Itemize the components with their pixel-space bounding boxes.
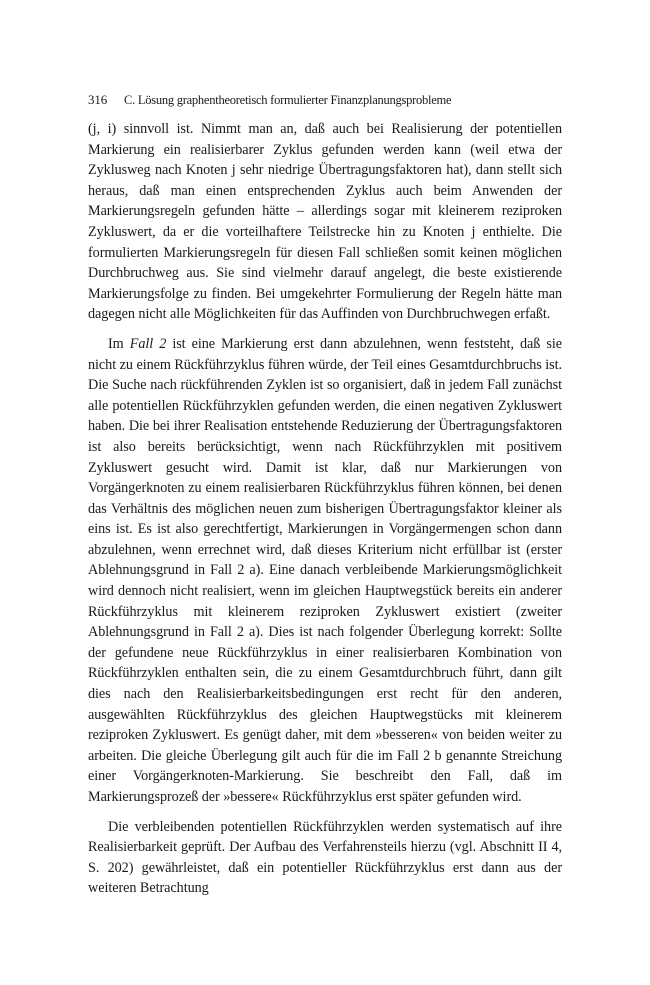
paragraph-realisierbarkeit: Die verbleibenden potentiellen Rückführzyklen werden systematisch auf ihre Realisierbarkeit geprüft. Der Aufbau des Verfahrensteils hierzu (vgl. Abschnitt II 4, S. 202) gewährleistet, daß ein potentieller Rückführzyklus erst dann aus der weiteren Betrachtung	[88, 818, 562, 897]
book-page	[88, 92, 562, 899]
emphasis-fall-2: Fall 2	[129, 335, 167, 352]
page-number: 316	[88, 92, 108, 107]
paragraph-body: ist eine Markierung erst dann abzulehnen, wenn feststeht, daß sie nicht zu einem Rückführzyklus führen würde, der Teil eines Gesamtdurchbruchs ist. Die Suche nach rückführenden Zyklen ist so organisiert, daß in jedem Fall zunächst alle potentiellen Rückführzyklen gefunden werden, die einen negativen Zykluswert haben. Die bei ihrer Realisation entstehende Reduzierung der Übertragungsfaktoren ist also bereits berücksichtigt, wenn nach Rückführzyklen mit positivem Zykluswert gesucht wird. Damit ist klar, daß nur Markierungen von Vorgängerknoten zu einem realisierbaren Rückführzyklus führen können, bei denen das Verhältnis des möglichen neuen zum bisherigen Übertragungsfaktor kleiner als eins ist. Es ist also gerechtfertigt, Markierungen in Vorgängermengen schon dann abzulehnen, wenn errechnet wird, daß dieses Kriterium nicht erfüllbar ist (erster Ablehnungsgrund in Fall 2 a). Eine danach verbleibende Markierungsmöglichkeit wird dennoch nicht realisiert, wenn im gleichen Hauptwegstück bereits ein anderer Rückführzyklus mit kleinerem reziproken Zykluswert existiert (zweiter Ablehnungsgrund in Fall 2 a). Dies ist nach folgender Überlegung korrekt: Sollte der gefundene neue Rückführzyklus in einer realisierbaren Kombination von Rückführzyklen enthalten sein, die zu einem Gesamtdurchbruch führt, dann gilt dies nach den Realisierbarkeitsbedingungen erst recht für den anderen, ausgewählten Rückführzyklus des gleichen Hauptwegstücks mit kleinerem reziproken Zykluswert. Es genügt daher, mit dem »besseren« von beiden weiter zu arbeiten. Die gleiche Überlegung gilt auch für die im Fall 2 b genannte Streichung einer Vorgängerknoten-Markierung. Sie beschreibt den Fall, daß im Markierungsprozeß der »bessere« Rückführzyklus erst später gefunden wird.	[88, 335, 562, 805]
paragraph-lead: Im	[108, 335, 130, 352]
paragraph-continuation: (j, i) sinnvoll ist. Nimmt man an, daß auch bei Realisierung der potentiellen Markierung ein realisierbarer Zyklus gefunden werden kann (weil etwa der Zyklusweg nach Knoten j sehr niedrige Übertragungsfaktoren hat), dann stellt sich heraus, daß man einen entsprechenden Zyklus auch beim Anwenden der Markierungsregeln gefunden hätte – allerdings sogar mit kleinerem reziproken Zykluswert, da er die vorteilhaftere Teilstrecke hin zu Knoten j enthielte. Die formulierten Markierungsregeln für diesen Fall schließen somit keinen möglichen Durchbruchweg aus. Sie sind vielmehr darauf angelegt, die beste existierende Markierungsfolge zu finden. Bei umgekehrter Formulierung der Regeln hätte man dagegen nicht alle Möglichkeiten für das Auffinden von Durchbruchwegen erfaßt.	[88, 121, 562, 323]
running-header	[88, 92, 562, 108]
running-title: C. Lösung graphentheoretisch formulierter Finanzplanungsprobleme	[124, 93, 452, 107]
paragraph-fall-2	[88, 334, 562, 808]
